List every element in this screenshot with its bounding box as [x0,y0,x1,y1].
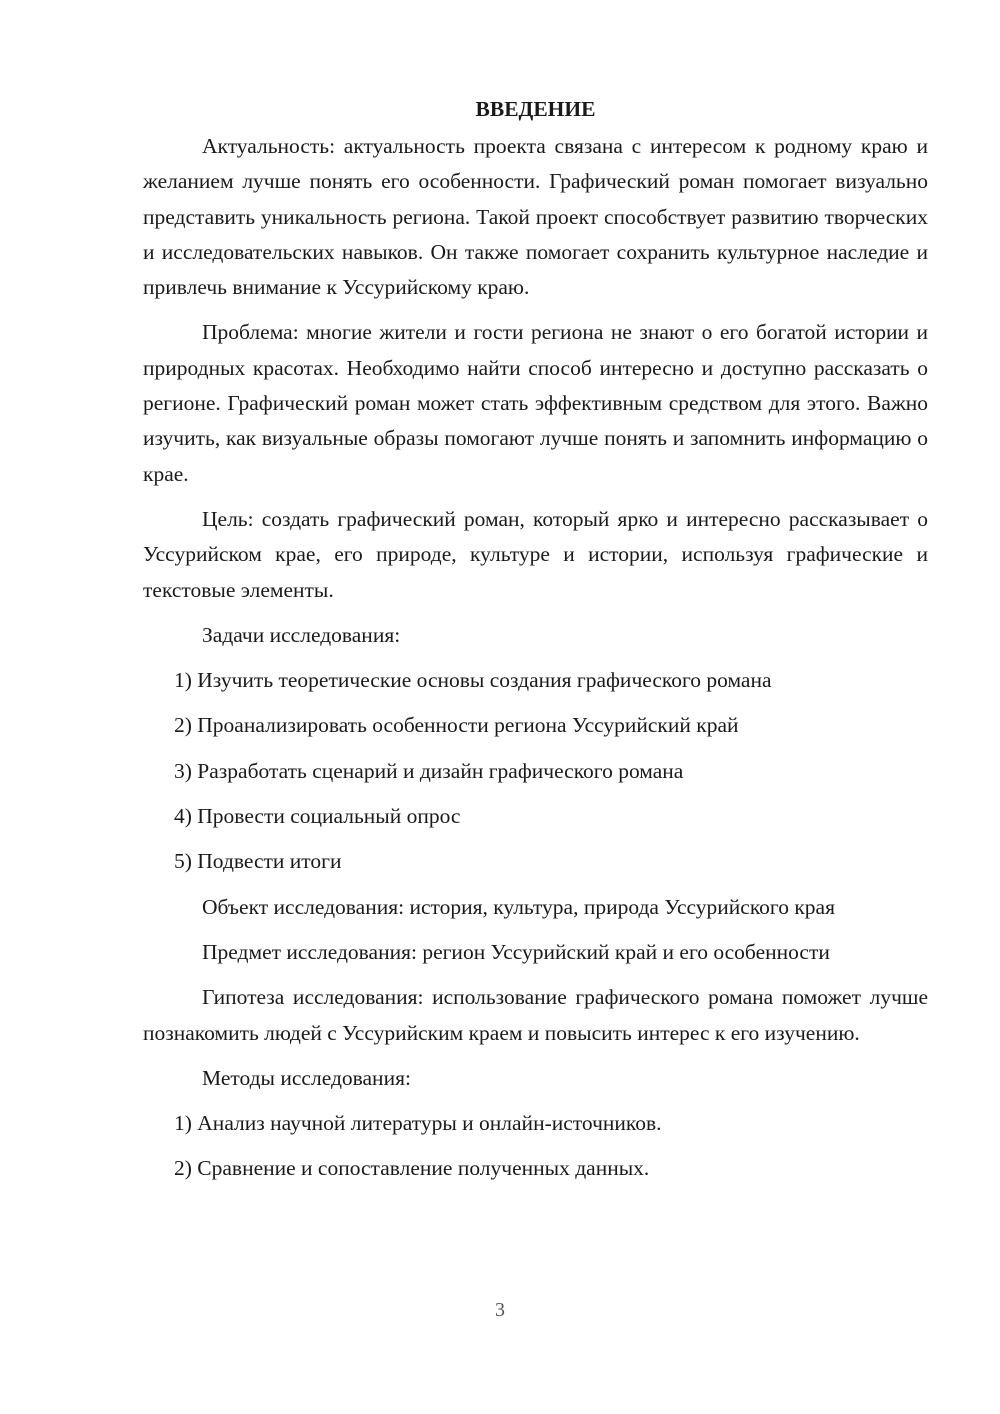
task-item-2: 2) Проанализировать особенности региона Уссурийский край [174,713,739,738]
task-item-1: 1) Изучить теоретические основы создания графического романа [174,668,772,693]
document-page [143,92,928,1197]
goal-paragraph: Цель: создать графический роман, который ярко и интересно рассказывает о Уссурийском крае, его природе, культуре и истории, используя графические и текстовые элементы. [143,506,928,602]
tasks-heading: Задачи исследования: [202,622,401,647]
subject-paragraph: Предмет исследования: регион Уссурийский край и его особенности [202,939,830,964]
relevance-paragraph: Актуальность: актуальность проекта связана с интересом к родному краю и желанием лучше понять его особенности. Графический роман помогает визуально представить уникальность региона. Такой проект способствует развитию творческих и исследовательских навыков. Он также помогает сохранить культурное наследие и привлечь внимание к Уссурийскому краю. [143,134,928,300]
hypothesis-paragraph: Гипотеза исследования: использование графического романа поможет лучше познакомить людей с Уссурийским краем и повысить интерес к его изучению. [143,985,928,1045]
task-item-3: 3) Разработать сценарий и дизайн графического романа [174,758,684,783]
method-item-2: 2) Сравнение и сопоставление полученных данных. [174,1156,650,1181]
problem-paragraph: Проблема: многие жители и гости региона не знают о его богатой истории и природных красотах. Необходимо найти способ интересно и доступно рассказать о регионе. Графический роман может стать эффективным средством для этого. Важно изучить, как визуальные образы помогают лучше понять и запомнить информацию о крае. [143,320,928,486]
method-item-1: 1) Анализ научной литературы и онлайн-источников. [174,1111,662,1136]
object-paragraph: Объект исследования: история, культура, природа Уссурийского края [202,894,835,919]
task-item-5: 5) Подвести итоги [174,849,342,874]
methods-heading: Методы исследования: [202,1065,411,1090]
task-item-4: 4) Провести социальный опрос [174,804,461,829]
document-title: ВВЕДЕНИЕ [475,97,596,121]
page-number: 3 [495,1299,505,1321]
